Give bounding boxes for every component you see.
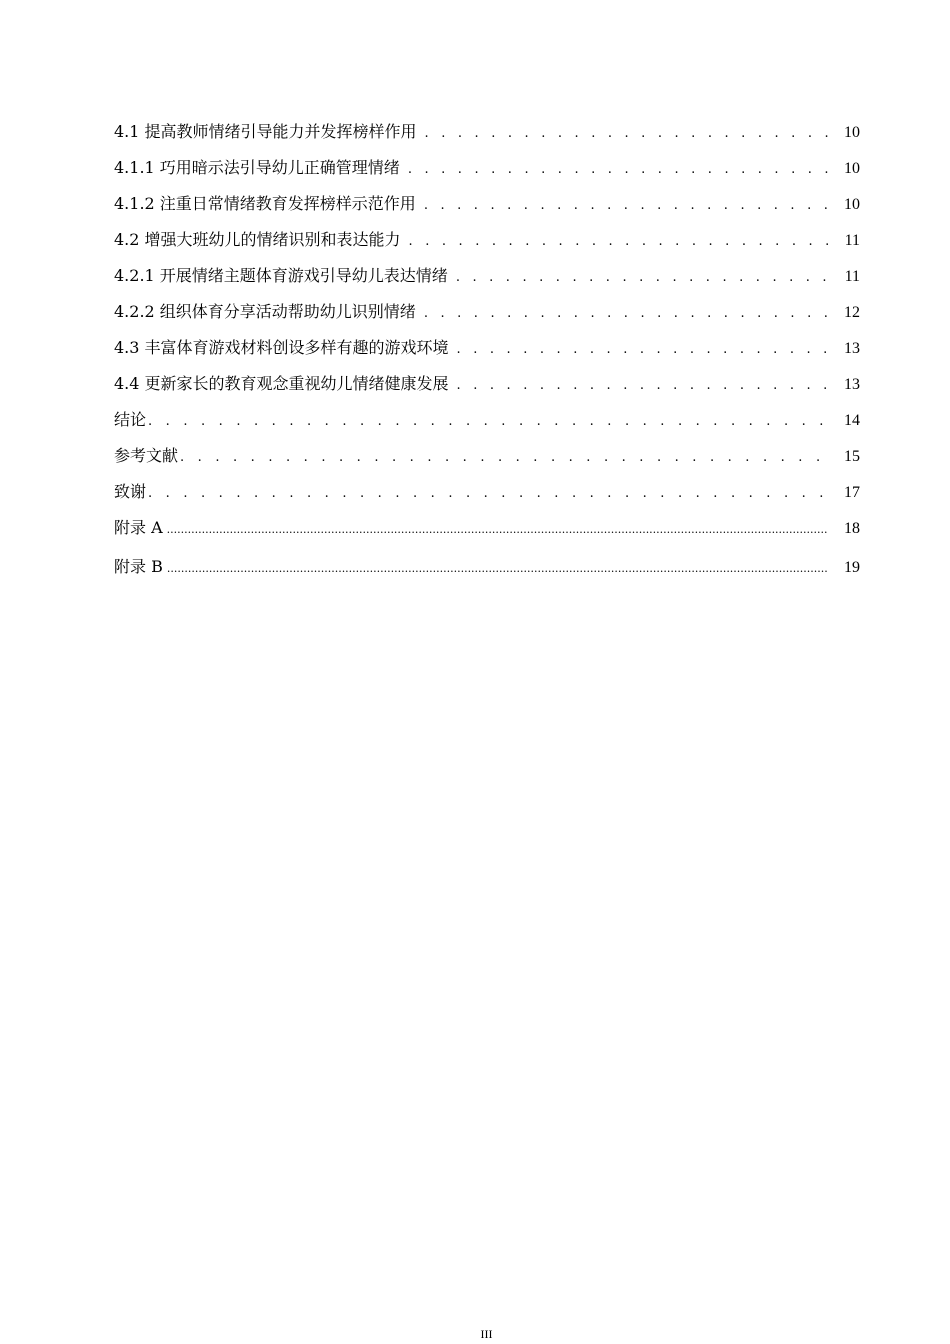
toc-dot-leader: [424, 300, 828, 328]
toc-entry-page: 17: [844, 484, 860, 501]
toc-entry-page: 13: [844, 340, 860, 357]
toc-entry-page: 10: [844, 124, 860, 141]
toc-entry-title: 4.2 增强大班幼儿的情绪识别和表达能力: [114, 230, 401, 249]
toc-dot-leader: [148, 408, 828, 436]
toc-entry-page: 10: [844, 160, 860, 177]
toc-entry[interactable]: [114, 406, 860, 442]
toc-entry[interactable]: [114, 154, 860, 190]
toc-entry[interactable]: [114, 262, 860, 298]
toc-entry-page: 11: [844, 268, 860, 285]
toc-entry-title: 结论: [114, 410, 147, 429]
toc-entry-title: 4.2.2 组织体育分享活动帮助幼儿识别情绪: [114, 302, 416, 321]
toc-entry-page: 15: [844, 448, 860, 465]
toc-entry-page: 10: [844, 196, 860, 213]
toc-entry[interactable]: [114, 553, 860, 592]
toc-entry-page: 11: [844, 232, 860, 249]
toc-entry-title: 4.1 提高教师情绪引导能力并发挥榜样作用: [114, 122, 417, 141]
toc-entry[interactable]: [114, 478, 860, 514]
toc-entry-title: 4.4 更新家长的教育观念重视幼儿情绪健康发展: [114, 374, 449, 393]
toc-entry[interactable]: [114, 298, 860, 334]
toc-entry-title: 附录 A: [114, 518, 163, 537]
toc-entry[interactable]: [114, 334, 860, 370]
toc-entry-title: 4.1.2 注重日常情绪教育发挥榜样示范作用: [114, 194, 416, 213]
page-number: III: [480, 1327, 493, 1341]
toc-entry-title: 4.3 丰富体育游戏材料创设多样有趣的游戏环境: [114, 338, 449, 357]
toc-entry[interactable]: [114, 370, 860, 406]
toc-entry[interactable]: [114, 190, 860, 226]
toc-entry-title: 4.2.1 开展情绪主题体育游戏引导幼儿表达情绪: [114, 266, 448, 285]
toc-dot-leader: [456, 264, 828, 292]
toc-dot-leader: [167, 516, 828, 544]
toc-dot-leader: [425, 120, 828, 148]
toc-entry-page: 14: [844, 412, 860, 429]
toc-dot-leader: [167, 555, 828, 583]
toc-dot-leader: [457, 336, 828, 364]
toc-dot-leader: [424, 192, 828, 220]
toc-entry-page: 13: [844, 376, 860, 393]
toc-entry[interactable]: [114, 442, 860, 478]
toc-entry-page: 19: [844, 559, 860, 576]
toc-entry[interactable]: [114, 226, 860, 262]
toc-entry[interactable]: [114, 118, 860, 154]
table-of-contents: [114, 118, 860, 592]
toc-dot-leader: [409, 228, 828, 256]
toc-entry-title: 致谢: [114, 482, 147, 501]
toc-dot-leader: [408, 156, 828, 184]
toc-entry[interactable]: [114, 514, 860, 553]
toc-entry-title: 4.1.1 巧用暗示法引导幼儿正确管理情绪: [114, 158, 400, 177]
toc-dot-leader: [148, 480, 828, 508]
toc-entry-title: 参考文献: [114, 446, 179, 465]
toc-entry-title: 附录 B: [114, 557, 163, 576]
toc-entry-page: 12: [844, 304, 860, 321]
toc-dot-leader: [457, 372, 828, 400]
toc-entry-page: 18: [844, 520, 860, 537]
toc-dot-leader: [180, 444, 828, 472]
